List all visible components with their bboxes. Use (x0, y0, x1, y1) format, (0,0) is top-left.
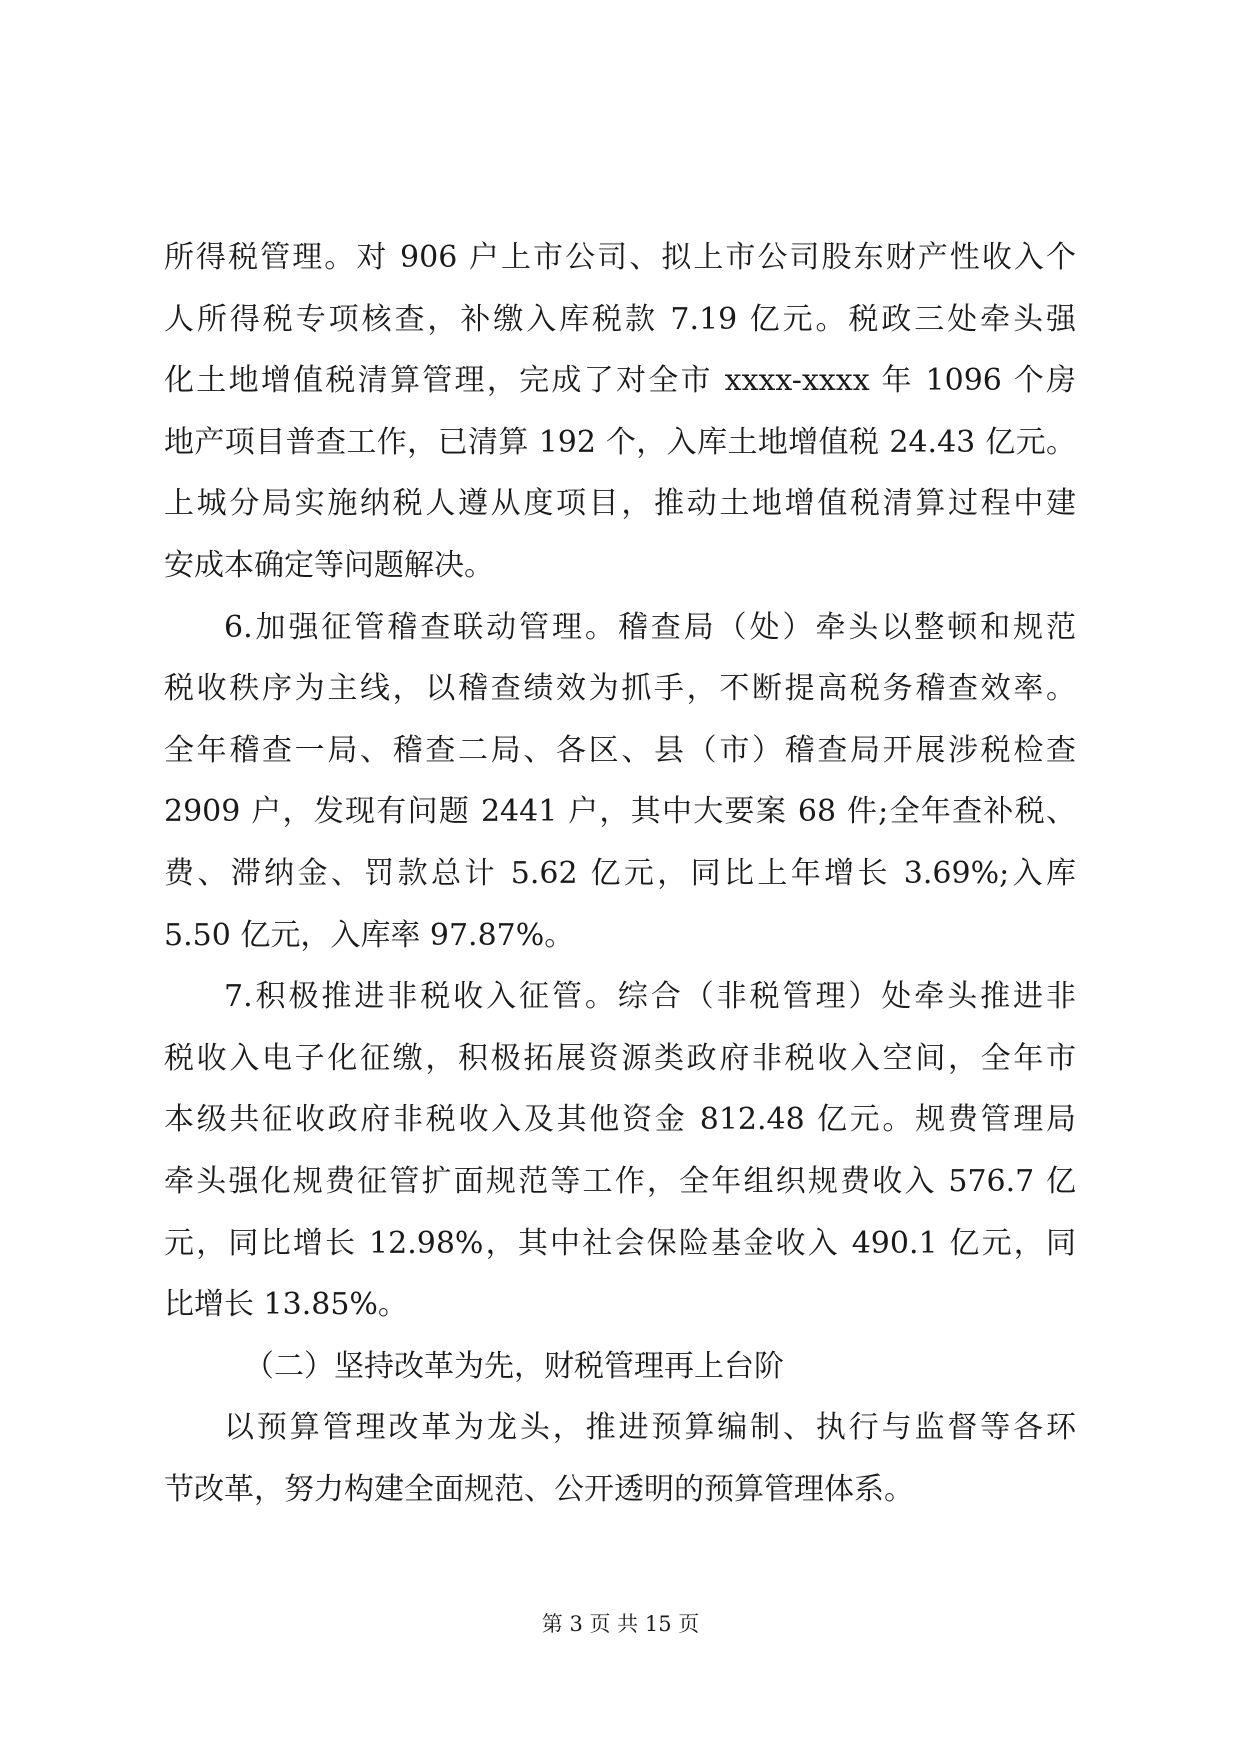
text-line: 上城分局实施纳税人遵从度项目，推动土地增值税清算过程中建 (164, 486, 1076, 522)
page-footer: 第 3 页 共 15 页 (541, 1612, 700, 1636)
text-line: 元，同比增长 12.98%，其中社会保险基金收入 490.1 亿元，同 (164, 1225, 1076, 1261)
text-line: 7.积极推进非税收入征管。综合（非税管理）处牵头推进非 (224, 979, 1076, 1015)
text-line: 6.加强征管稽查联动管理。稽查局（处）牵头以整顿和规范 (224, 609, 1076, 645)
text-line: 税收入电子化征缴，积极拓展资源类政府非税收入空间，全年市 (164, 1040, 1076, 1076)
paragraph (164, 227, 1076, 597)
text-line: 安成本确定等问题解决。 (164, 547, 494, 583)
text-line: 全年稽查一局、稽查二局、各区、县（市）稽查局开展涉税检查 (164, 732, 1076, 768)
text-line: 本级共征收政府非税收入及其他资金 812.48 亿元。规费管理局 (164, 1102, 1076, 1138)
text-line: 节改革，努力构建全面规范、公开透明的预算管理体系。 (164, 1471, 914, 1507)
paragraph (164, 1336, 1076, 1398)
text-line: 比增长 13.85%。 (164, 1287, 408, 1323)
text-line: 人所得税专项核查，补缴入库税款 7.19 亿元。税政三处牵头强 (164, 301, 1076, 337)
text-line: 地产项目普查工作，已清算 192 个，入库土地增值税 24.43 亿元。 (164, 424, 1076, 460)
text-line: 5.50 亿元，入库率 97.87%。 (164, 917, 575, 953)
text-line: 所得税管理。对 906 户上市公司、拟上市公司股东财产性收入个 (164, 240, 1076, 275)
text-line: （二）坚持改革为先，财税管理再上台阶 (244, 1348, 784, 1384)
text-line: 化土地增值税清算管理，完成了对全市 xxxx-xxxx 年 1096 个房 (164, 363, 1076, 399)
text-line: 牵头强化规费征管扩面规范等工作，全年组织规费收入 576.7 亿 (164, 1163, 1076, 1199)
text-line: 2909 户，发现有问题 2441 户，其中大要案 68 件;全年查补税、 (164, 794, 1076, 830)
paragraph (164, 597, 1076, 967)
text-line: 以预算管理改革为龙头，推进预算编制、执行与监督等各环 (224, 1410, 1076, 1446)
text-line: 税收秩序为主线，以稽查绩效为抓手，不断提高税务稽查效率。 (164, 671, 1076, 707)
paragraph (164, 966, 1076, 1336)
text-line: 费、滞纳金、罚款总计 5.62 亿元，同比上年增长 3.69%;入库 (164, 855, 1076, 891)
document-body (164, 227, 1076, 1520)
paragraph (164, 1397, 1076, 1520)
